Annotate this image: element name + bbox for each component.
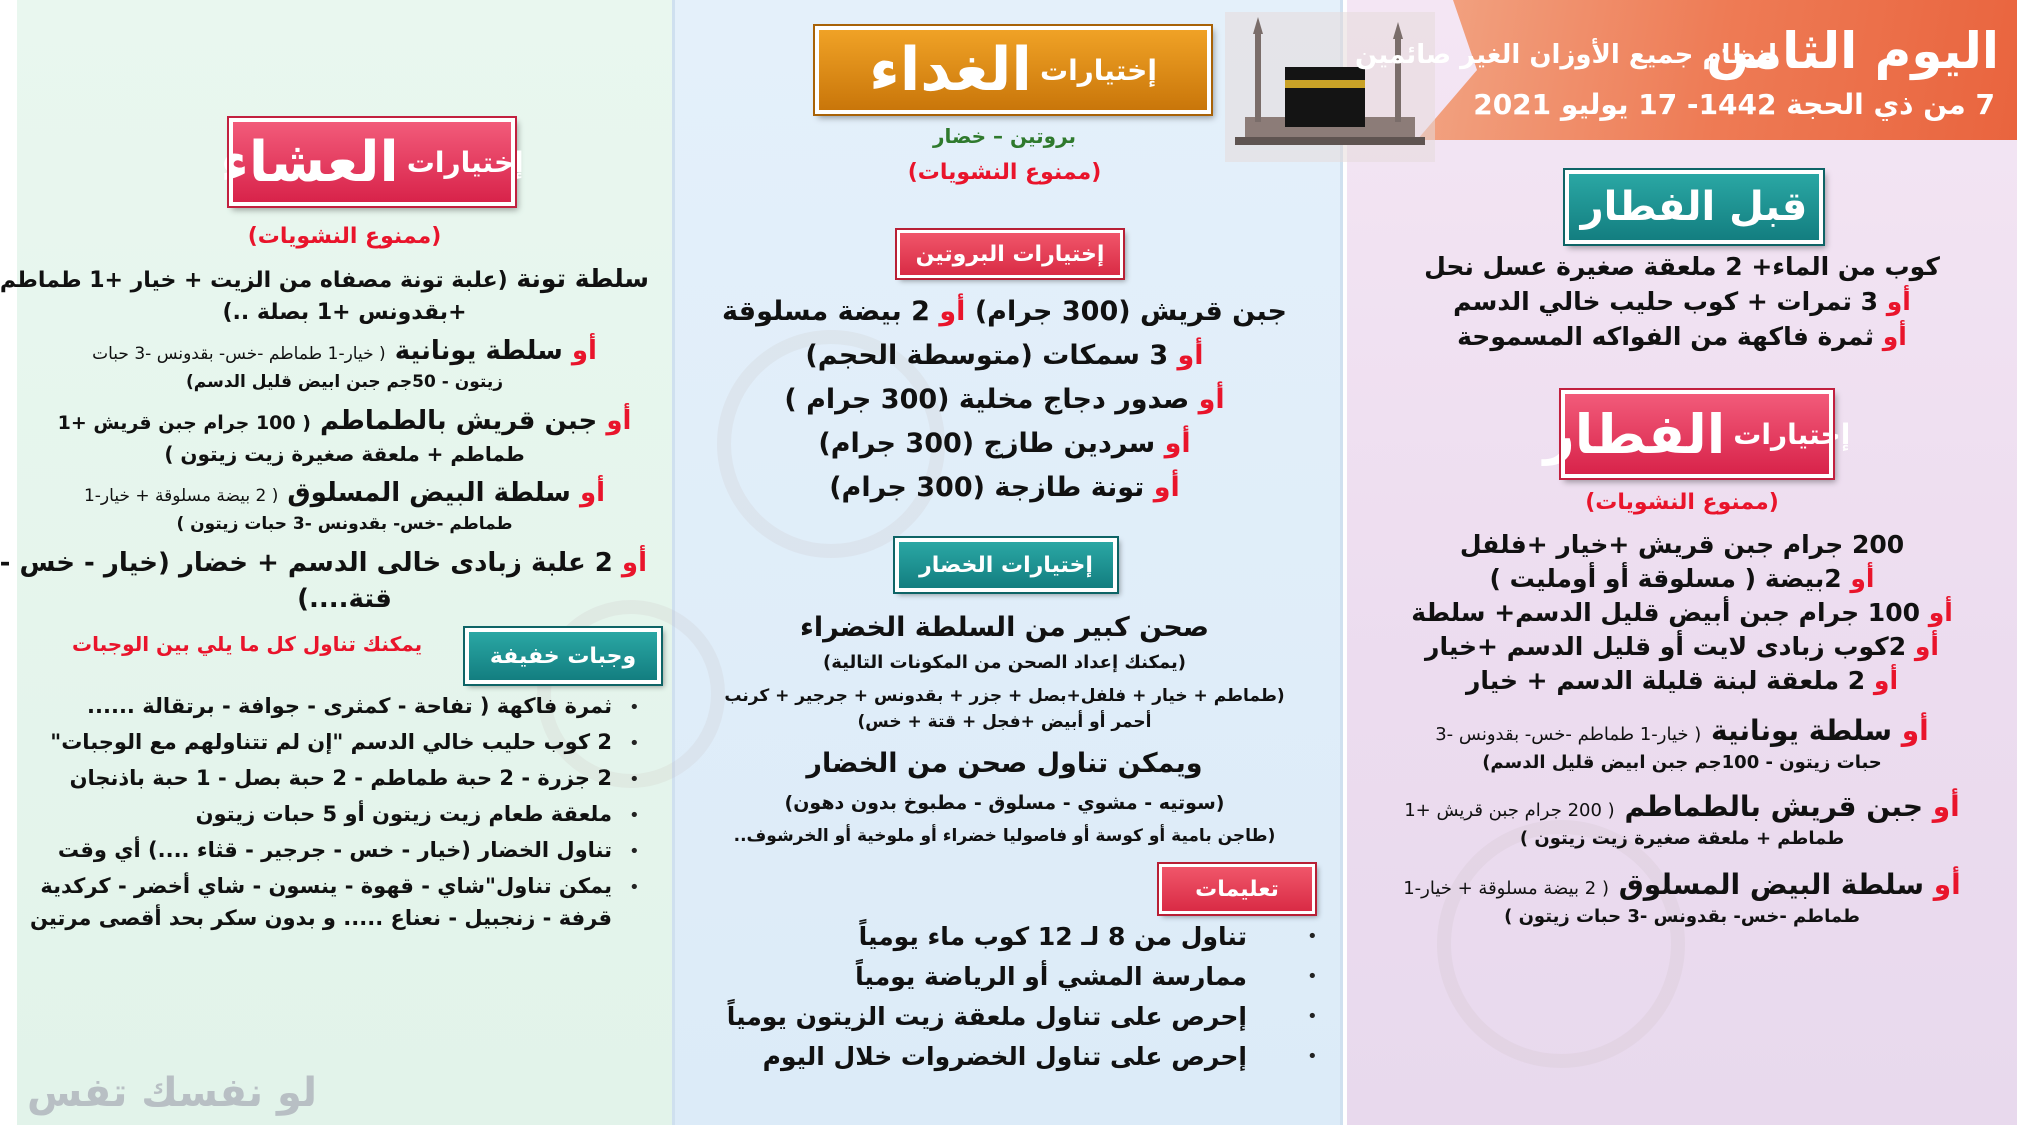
breakfast-note: (ممنوع النشويات)	[1585, 490, 1779, 515]
snacks-label: وجبات خفيفة	[465, 628, 661, 684]
header-date: 7 من ذي الحجة 1442- 17 يوليو 2021	[1473, 88, 1995, 121]
dinner-item-4: أو سلطة البيض المسلوق ( 2 بيضة مسلوقة + خيار-1	[83, 478, 606, 508]
instruction-4: إحرص على تناول الخضروات خلال اليوم	[762, 1042, 1247, 1071]
breakfast-banner	[1543, 390, 1851, 478]
veg-main: صحن كبير من السلطة الخضراء	[800, 612, 1209, 643]
dinner-item-1-detail: +بقدونس +1 بصلة ..)	[222, 300, 467, 325]
before-breakfast-line-2: أو 3 تمرات + كوب حليب خالي الدسم	[1453, 287, 1911, 316]
instruction-1: تناول من 8 لـ 12 كوب ماء يومياً	[858, 922, 1247, 951]
header-title: اليوم الثامن	[1706, 22, 1999, 80]
before-breakfast-title: قبل الفطار	[1580, 184, 1808, 230]
snack-item-6: يمكن تناول"شاي - قهوة - ينسون - شاي أخضر - كركدية	[40, 874, 612, 898]
snack-item-5: تناول الخضار (خيار - خس - جرجير - قثاء ....) أي وقت	[57, 838, 612, 862]
breakfast-line-3: أو 100 جرام جبن أبيض قليل الدسم+ سلطة	[1411, 598, 1953, 627]
dinner-item-2: أو سلطة يونانية ( خيار-1 طماطم -خس- بقدونس -3 حبات	[92, 336, 597, 366]
veg-options-label: إختيارات الخضار	[895, 538, 1117, 592]
breakfast-line-1: 200 جرام جبن قريش +خيار +فلفل	[1459, 530, 1905, 559]
protein-line-5: أو تونة طازجة (300 جرام)	[829, 472, 1180, 503]
dinner-item-1: سلطة تونة (علبة تونة مصفاه من الزيت + خيار +1 طماطم	[0, 264, 649, 293]
bullet-icon: •	[629, 733, 640, 754]
lunch-banner-title: الغداء	[869, 35, 1032, 105]
veg-items-1: (طماطم + خيار + فلفل+بصل + جزر + بقدونس + جرجير + كرنب	[724, 686, 1285, 706]
lunch-sub: بروتين – خضار	[932, 124, 1077, 148]
protein-line-1: جبن قريش (300 جرام) أو 2 بيضة مسلوقة	[722, 296, 1287, 327]
dinner-banner-pre: إختيارات	[406, 145, 524, 179]
breakfast-banner-title: الفطار	[1543, 402, 1726, 466]
snack-item-2: 2 كوب حليب خالي الدسم "إن لم تتناولهم مع الوجبات"	[50, 730, 612, 754]
dinner-item-3: أو جبن قريش بالطماطم ( 100 جرام جبن قريش +1	[57, 406, 632, 436]
decor-circle	[1437, 820, 1685, 1068]
dinner-banner	[220, 118, 524, 206]
protein-line-3: أو صدور دجاج مخلية (300 جرام )	[784, 384, 1225, 415]
watermark-logo: لو نفسك تفس	[27, 1070, 318, 1116]
veg-note: (يمكنك إعداد الصحن من المكونات التالية)	[822, 652, 1187, 673]
bullet-icon: •	[629, 769, 640, 790]
dinner-banner-title: العشاء	[220, 129, 399, 195]
veg-items-2: أحمر أو أبيض +فجل + قتة + خس)	[857, 712, 1152, 732]
dinner-item-4-detail: طماطم -خس- بقدونس -3 حبات زيتون )	[176, 514, 513, 534]
bullet-icon: •	[629, 697, 640, 718]
veg-alt: ويمكن تناول صحن من الخضار	[806, 748, 1203, 779]
bullet-icon: •	[1307, 966, 1318, 987]
breakfast-line-2: أو 2بيضة ( مسلوقة أو أومليت )	[1489, 564, 1875, 593]
breakfast-banner-pre: إختيارات	[1733, 417, 1851, 451]
breakfast-salad-2: أو جبن قريش بالطماطم ( 200 جرام جبن قريش +1	[1404, 790, 1960, 823]
lunch-banner-pre: إختيارات	[1039, 53, 1157, 87]
instructions-label: تعليمات	[1159, 864, 1315, 914]
bullet-icon: •	[629, 805, 640, 826]
before-breakfast-line-1: كوب من الماء+ 2 ملعقة صغيرة عسل نحل	[1424, 252, 1940, 281]
bullet-icon: •	[1307, 1046, 1318, 1067]
dinner-item-2-detail: زيتون - 50جم جبن ابيض قليل الدسم)	[186, 372, 503, 392]
protein-line-2: أو 3 سمكات (متوسطة الحجم)	[805, 340, 1204, 371]
breakfast-salad-1: أو سلطة يونانية ( خيار-1 طماطم -خس- بقدونس -3	[1435, 714, 1929, 747]
snack-item-3: 2 جزرة - 2 حبة طماطم - 2 حبة بصل - 1 حبة باذنجان	[69, 766, 612, 790]
before-breakfast-line-3: أو ثمرة فاكهة من الفواكه المسموحة	[1457, 322, 1907, 351]
dinner-item-3-detail: طماطم + ملعقة صغيرة زيت زيتون )	[164, 442, 525, 466]
snack-item-1: ثمرة فاكهة ( تفاحة - كمثرى - جوافة - برتقالة ......	[87, 694, 612, 718]
snack-item-7: قرفة - زنجبيل - نعناع ..... و بدون سكر بحد أقصى مرتين	[29, 906, 612, 930]
dinner-item-5-detail: قتة....)	[297, 584, 392, 614]
snack-item-4: ملعقة طعام زيت زيتون أو 5 حبات زيتون	[195, 802, 612, 826]
instruction-3: إحرص على تناول ملعقة زيت الزيتون يومياً	[726, 1002, 1247, 1031]
protein-options-label: إختيارات البروتين	[897, 230, 1123, 278]
dinner-note: (ممنوع النشويات)	[247, 224, 442, 249]
bullet-icon: •	[1307, 926, 1318, 947]
breakfast-salad-2-detail: طماطم + ملعقة صغيرة زيت زيتون )	[1519, 828, 1845, 849]
breakfast-line-4: أو 2كوب زبادى لايت أو قليل الدسم +خيار	[1425, 632, 1939, 661]
instruction-2: ممارسة المشي أو الرياضة يومياً	[855, 962, 1247, 991]
lunch-note: (ممنوع النشويات)	[907, 160, 1102, 185]
bullet-icon: •	[629, 877, 640, 898]
veg-alt-items: (طاجن بامية أو كوسة أو فاصوليا خضراء أو ملوخية أو الخرشوف..	[733, 826, 1276, 846]
dinner-item-5: أو 2 علبة زبادى خالى الدسم + خضار (خيار - خس -	[0, 548, 647, 578]
breakfast-salad-1-detail: حبات زيتون - 100جم جبن ابيض قليل الدسم)	[1482, 752, 1882, 773]
protein-line-4: أو سردين طازج (300 جرام)	[818, 428, 1191, 459]
snacks-note: يمكنك تناول كل ما يلي بين الوجبات	[72, 632, 423, 656]
header-subtitle: لنظام جميع الأوزان الغير صائمين	[1354, 40, 1777, 70]
bullet-icon: •	[629, 841, 640, 862]
breakfast-salad-3: أو سلطة البيض المسلوق ( 2 بيضة مسلوقة + خيار-1	[1403, 868, 1961, 901]
bullet-icon: •	[1307, 1006, 1318, 1027]
before-breakfast-banner	[1565, 170, 1823, 244]
veg-alt-note: (سوتيه - مشوي - مسلوق - مطبوخ بدون دهون)	[784, 792, 1225, 814]
lunch-banner	[815, 26, 1211, 114]
breakfast-line-5: أو 2 ملعقة لبنة قليلة الدسم + خيار	[1465, 666, 1899, 695]
breakfast-salad-3-detail: طماطم -خس- بقدونس -3 حبات زيتون )	[1504, 906, 1860, 927]
